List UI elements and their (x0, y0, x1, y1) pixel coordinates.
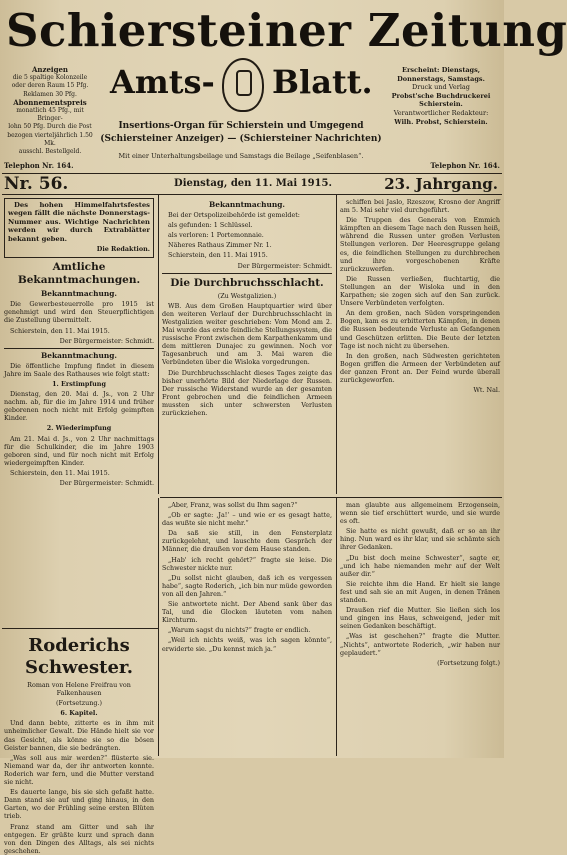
lost-found-heading: Bekanntmachung. (209, 200, 285, 209)
erstimpfung-heading: 1. Erstimpfung (52, 379, 106, 388)
serial-paragraph-1: Und dann bebte, zitterte es in ihm mit unheimlicher Gewalt. Die Hände hielt sie vor das Gesicht, als könne sie so die bösen Geister bannen, die sie bedrängten. (4, 719, 154, 752)
found-item: als gefunden: 1 Schlüssel. (168, 221, 253, 230)
printer-location: Schierstein. (419, 100, 463, 109)
column-divider-3 (158, 498, 159, 756)
subtitle (100, 120, 382, 150)
notice-2-date: Schierstein, den 11. Mai 1915. (10, 468, 110, 477)
telephone-left: Telephon Nr. 164. (4, 161, 74, 170)
abo-line-2: lohn 50 Pfg. Durch die Post (8, 123, 92, 131)
issue-date: Dienstag, den 11. Mai 1915. (174, 178, 332, 189)
feuilleton-rule (160, 497, 502, 498)
ads-heading: Anzeigen (31, 65, 69, 74)
publisher-info-box (382, 66, 500, 174)
amtsblatt-header (110, 56, 372, 118)
serial-right-paragraph-6: „Was ist geschehen?“ fragte die Mutter. „Nichts“, antwortete Roderich, „wir haben nur geplaudert.“ (340, 632, 500, 657)
battle-cont-paragraph-4: An dem großen, nach Süden vorspringenden Bogen, kam es zu erbitterten Kämpfen, in denen die Russen bedeutende Verluste an Gefangenen und Geschützen erlitten. Die Beute der letzten Tage ist noch nicht zu übersehen. (340, 309, 500, 350)
serial-paragraph-4: Franz stand am Gitter und sah ihr entgegen. Er grüßte kurz und sprach dann von den Dingen des Alltags, als sei nichts geschehen. (4, 822, 154, 855)
town-seal-icon (222, 58, 264, 112)
divider (4, 348, 154, 349)
subscription-info-box (4, 66, 96, 174)
holiday-notice: Des hohen Himmelfahrtsfestes wegen fällt die nächste Donnerstags-Nummer aus. Wichtige Nachrichten werden wir durch Extrablätter bekannt geben. (8, 201, 150, 243)
notice-1-date: Schierstein, den 11. Mai 1915. (10, 326, 110, 335)
battle-cont-paragraph-1: schiffen bei Jaslo, Rzeszow, Krosno der Angriff am 5. Mai sehr viel durchgeführt. (340, 198, 500, 215)
column-divider-2 (336, 194, 337, 494)
holiday-notice-box (4, 198, 154, 258)
battle-paragraph-1: WB. Aus dem Großen Hauptquartier wird über den weiteren Verlauf der Durchbruchsschlacht in Westgalizien weiter geschrieben: Vom Mond am 2. Mai wurde das erste feindliche Stellungssystem, die russische Front zwischen dem Karpathenkamm und dem mittleren Dunajec zu gewinnen. Noch vor Tagesanbruch und am 3. Mai waren die Verbündeten über die Wisloka vorgedrungen. (162, 301, 332, 367)
serial-chapter: 6. Kapitel. (60, 709, 98, 718)
battle-source: Wt. Nal. (473, 386, 500, 395)
serial-right-paragraph-5: Draußen rief die Mutter. Sie ließen sich los und gingen ins Haus, schweigend, jeder mit seinen Gedanken beschäftigt. (340, 606, 500, 631)
issue-jahrgang: 23. Jahrgang. (384, 175, 498, 193)
serial-mid-paragraph-3: Da saß sie still, in den Fensterplatz zurückgelehnt, und lauschte dem Gespräch der Männer, die draußen vor dem Hause standen. (162, 529, 332, 554)
serial-mid-paragraph-1: „Aber, Franz, was sollst du Ihm sagen?“ (168, 501, 298, 509)
serial-mid-paragraph-7: „Warum sagst du nichts?“ fragte er endlich. (168, 626, 311, 635)
lost-found-date: Schierstein, den 11. Mai 1915. (168, 251, 268, 260)
telephone-right: Telephon Nr. 164. (430, 161, 500, 170)
serial-paragraph-2: „Was soll aus mir werden?“ flüsterte sie. Niemand war da, der ihr antworten konnte. Roderich war fern, und die Mutter verstand sie nicht. (4, 753, 154, 787)
serial-right-column (340, 501, 500, 754)
lost-found-intro: Bei der Ortspolizeibehörde ist gemeldet: (168, 211, 300, 220)
serial-mid-paragraph-8: „Weil ich nichts weiß, was ich sagen könnte“, erwiderte sie. „Du kennst mich ja.“ (162, 636, 332, 653)
serial-rule (2, 628, 158, 629)
issue-line (4, 174, 500, 194)
serial-novel-column (4, 632, 154, 855)
battle-cont-paragraph-5: In den großen, nach Südwesten gerichteten Bogen griffen die Armeen der Verbündeten auf der ganzen Front an. Der Feind wurde überall zurückgeworfen. (340, 351, 500, 384)
erstimpfung-text: Dienstag, den 20. Mai d. Js., von 2 Uhr nachm. ab, für die im Jahre 1914 und früher geborenen noch nicht mit Erfolg geimpften Kinder. (4, 390, 154, 423)
publish-days-2: Donnerstags, Samstags. (397, 74, 485, 83)
battle-subheading: (Zu Westgalizien.) (217, 291, 277, 300)
serial-mid-paragraph-5: „Du sollst nicht glauben, daß ich es vergessen habe“, sagte Roderich, „ich bin nur müde geworden von all den Jahren.“ (162, 573, 332, 598)
serial-right-paragraph-4: Sie reichte ihm die Hand. Er hielt sie lange fest und sah sie an mit Augen, in denen Tränen standen. (340, 579, 500, 605)
abo-line-1: monatlich 45 Pfg., mit Bringer- (16, 107, 84, 123)
battle-cont-paragraph-3: Die Russen verließen, fluchtartig, die Stellungen an der Wisloka und in den Karpathen; sie zogen sich auf den San zurück. Unsere Verbündeten verfolgten. (340, 274, 500, 308)
ads-line-3: Reklamen 30 Pfg. (23, 90, 77, 98)
publish-days-1: Erscheint: Dienstags, (401, 66, 481, 74)
masthead-title: Schiersteiner Zeitung (6, 4, 567, 57)
battle-heading: Die Durchbruchsschlacht. (170, 276, 324, 289)
druck-verlag: Druck und Verlag (412, 83, 470, 92)
serial-right-paragraph-1: man glaubte aus allgemeinem Erzogensein, wenn sie tief erschüttert wurde, und sie wurde es oft. (340, 501, 500, 526)
editor-name: Wilh. Probst, Schierstein. (394, 117, 488, 126)
serial-author: Roman von Helene Freifrau von Falkenhausen (27, 681, 131, 698)
abo-line-3: bezogen vierteljährlich 1.50 Mk. (7, 131, 93, 147)
notice-2-text: Die öffentliche Impfung findet in diesem Jahre im Saale des Rathauses wie folgt statt: (4, 361, 154, 378)
notice-1-signature: Der Bürgermeister: Schmidt. (59, 336, 154, 345)
serial-mid-paragraph-4: „Hab' ich recht gehört?“ fragte sie leise. Die Schwester nickte nur. (162, 555, 332, 572)
serial-middle-column (162, 501, 332, 754)
official-notices-heading: Amtliche Bekanntmachungen. (17, 261, 141, 287)
serial-mid-paragraph-6: Sie antwortete nicht. Der Abend sank über das Tal, und die Glocken läuteten vom nahen Kirchturm. (162, 600, 332, 625)
amts-word: Amts- (110, 63, 215, 101)
printer-name: Probst'sche Buchdruckerei (391, 91, 491, 100)
serial-continuation-note: (Fortsetzung.) (56, 699, 102, 708)
divider (162, 273, 332, 274)
lost-found-signature: Der Bürgermeister: Schmidt. (237, 261, 332, 270)
wiederimpfung-heading: 2. Wiederimpfung (46, 424, 112, 433)
subtitle-line-2: (Schiersteiner Anzeiger) — (Schiersteiner Nachrichten) (100, 134, 382, 144)
abo-line-4: ausschl. Bestellgeld. (18, 148, 82, 156)
ads-line-2: oder deren Raum 15 Pfg. (11, 82, 89, 90)
wiederimpfung-text: Am 21. Mai d. Js., von 2 Uhr nachmittags für die Schulkinder, die im Jahre 1903 geboren sind, und für noch nicht mit Erfolg wiedergeimpften Kinder. (4, 434, 154, 467)
serial-mid-paragraph-2: „Ob er sagte: ‚Ja!‘ – und wie er es gesagt hatte, das wußte sie nicht mehr.“ (162, 511, 332, 528)
serial-to-be-continued: (Fortsetzung folgt.) (437, 658, 500, 667)
notice-2-signature: Der Bürgermeister: Schmidt. (59, 479, 154, 487)
battle-cont-paragraph-2: Die Truppen des Generals von Emmich kämpften an diesem Tage nach den Russen heiß, während die Russen unter großen Verlusten Stellungen verloren. Der Heeresgruppe gelang es, die feindlichen Stellungen zu durchbrechen und ihre vorgeschobenen Kräfte zurückzuwerfen. (340, 216, 500, 273)
header-rule-bottom (2, 194, 502, 195)
issue-number: Nr. 56. (4, 174, 69, 194)
column-divider-1 (158, 194, 159, 494)
serial-title: Roderichs Schwester. (25, 635, 133, 678)
redaktion-signature: Die Redaktion. (96, 245, 150, 254)
telephone-row (4, 160, 500, 172)
lost-item: als verloren: 1 Portemonnaie. (168, 231, 264, 240)
notice-1-heading: Bekanntmachung. (41, 289, 117, 299)
ads-line-1: die 5 spaltige Kolonzeile (12, 74, 88, 82)
column-battle-continued (340, 198, 500, 494)
serial-right-paragraph-3: „Du bist doch meine Schwester“, sagte er, „und ich habe niemanden mehr auf der Welt außer dir.“ (340, 553, 500, 578)
subtitle-line-1: Insertions-Organ für Schierstein und Umgegend (118, 121, 364, 131)
serial-right-paragraph-2: Sie hatte es nicht gewußt, daß er so an ihr hing. Nun ward es ihr klar, und sie schämte sich ihrer Gedanken. (340, 527, 500, 552)
column-battle-report (162, 198, 332, 494)
supplement-line: Mit einer Unterhaltungsbeilage und Samstags die Beilage „Seifenblasen“. (118, 152, 364, 160)
notice-1-text: Die Gewerbesteuerrolle pro 1915 ist genehmigt und wird den Steuerpflichtigen die Zustellung übermittelt. (4, 300, 154, 325)
notice-2-heading: Bekanntmachung. (41, 350, 117, 360)
abonnement-heading: Abonnementspreis (13, 97, 87, 107)
battle-paragraph-2: Die Durchbruchsschlacht dieses Tages zeigte das bisher unerhörte Bild der Niederlage der Russen. Der russische Widerstand wurde an der gesamten Front gebrochen und die feindlichen Armeen mussten sich unter schwersten Verlusten zurückziehen. (162, 368, 332, 417)
editor-label: Verantwortlicher Redakteur: (393, 108, 489, 117)
column-official-notices (4, 198, 154, 626)
lost-found-room: Näheres Rathaus Zimmer Nr. 1. (168, 241, 272, 250)
blatt-word: Blatt. (272, 63, 373, 101)
column-divider-4 (336, 498, 337, 756)
serial-paragraph-3: Es dauerte lange, bis sie sich gefaßt hatte. Dann stand sie auf und ging hinaus, in den Garten, wo der Frühling seine ersten Blüten trieb. (4, 788, 154, 821)
